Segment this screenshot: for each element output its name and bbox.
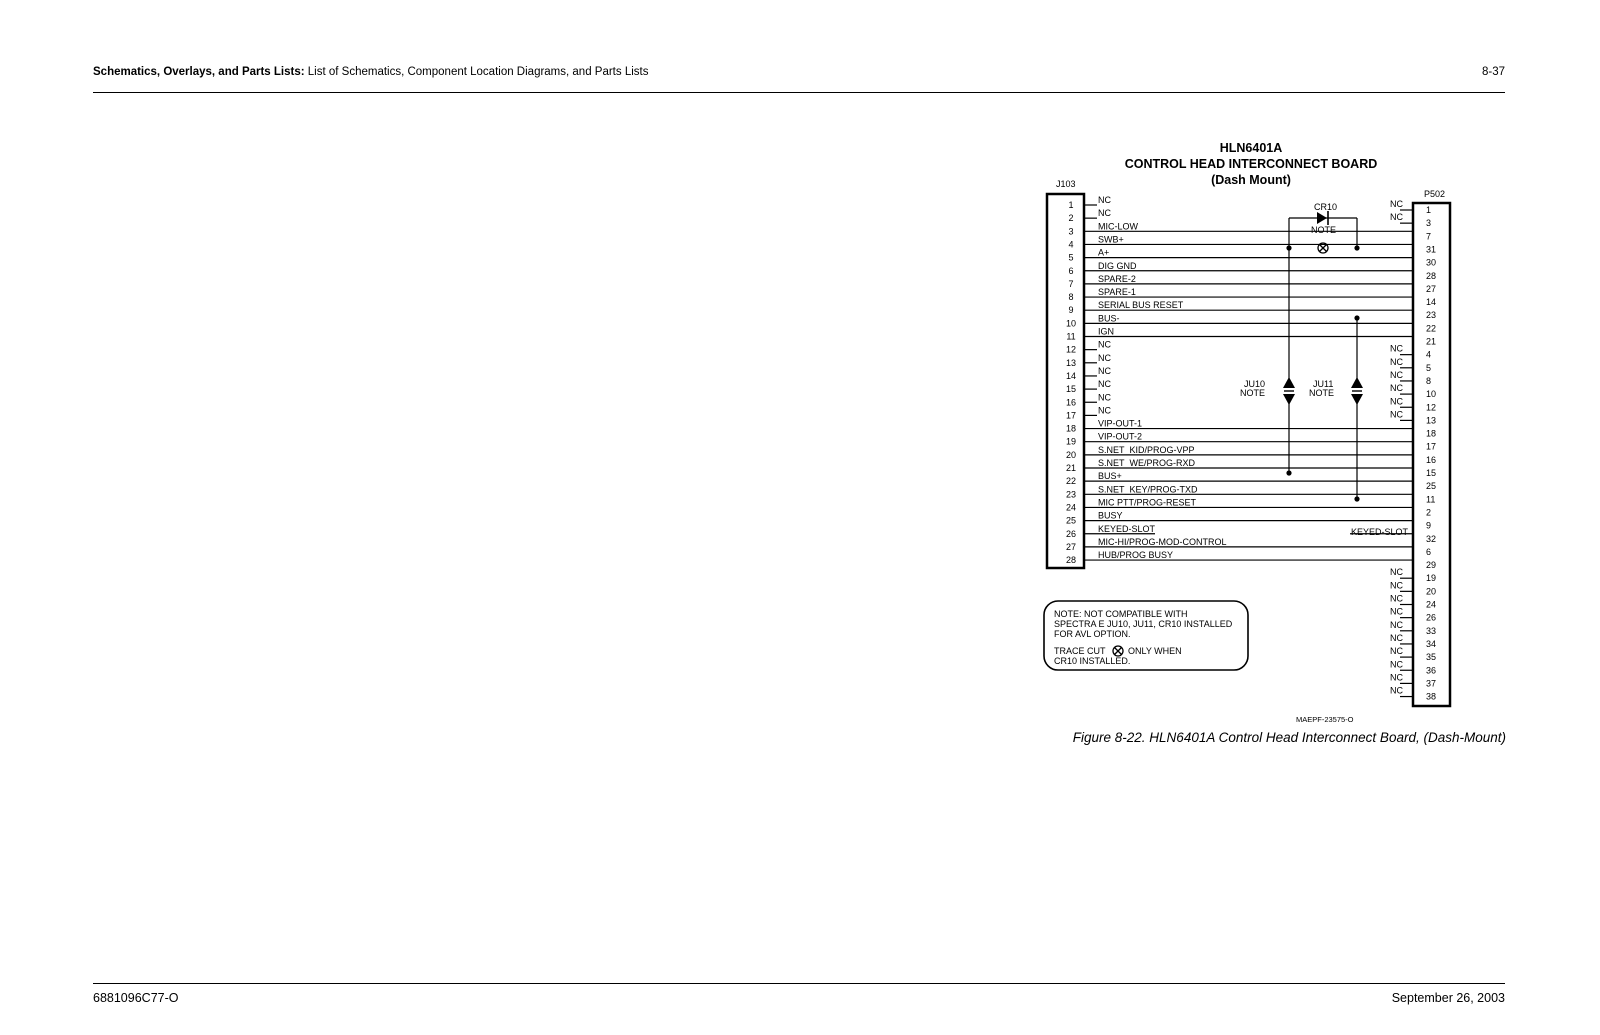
p502-nc-label: NC	[1390, 369, 1403, 380]
header-title-rest: List of Schematics, Component Location Diagrams, and Parts Lists	[307, 66, 649, 78]
document-number: 6881096C77-O	[93, 991, 179, 1005]
p502-nc-label: NC	[1390, 567, 1403, 578]
j103-signal-label: SERIAL BUS RESET	[1098, 300, 1184, 311]
j103-pin-number: 14	[1065, 370, 1077, 381]
j103-pin-number: 15	[1065, 384, 1077, 395]
j103-label: J103	[1056, 179, 1076, 189]
j103-signal-label: KEYED-SLOT	[1098, 523, 1156, 534]
j103-pin-number: 17	[1065, 410, 1077, 421]
p502-pin-number: 9	[1426, 520, 1432, 531]
note-line-4b: ONLY WHEN	[1128, 646, 1182, 656]
p502-pin-number: 38	[1426, 691, 1437, 702]
p502-nc-label: NC	[1390, 356, 1403, 367]
p502-pin-number: 25	[1426, 481, 1437, 492]
figure-caption: Figure 8-22. HLN6401A Control Head Interconnect Board, (Dash-Mount)	[1072, 730, 1506, 745]
j103-signal-label: MIC PTT/PROG-RESET	[1098, 497, 1197, 508]
p502-nc-label: NC	[1390, 396, 1403, 407]
p502-pin-number: 8	[1426, 375, 1432, 386]
j103-signal-label: HUB/PROG BUSY	[1098, 550, 1174, 561]
cr10-label: CR10	[1314, 202, 1338, 212]
j103-pin-number: 7	[1068, 278, 1074, 289]
note-line-1: NOTE: NOT COMPATIBLE WITH	[1054, 609, 1188, 619]
j103-pin-number: 3	[1068, 226, 1074, 237]
ju11-jumper	[1351, 318, 1363, 499]
j103-pin-number: 25	[1065, 515, 1077, 526]
p502-nc-label: NC	[1390, 632, 1403, 643]
figure-title-1: HLN6401A	[1219, 141, 1283, 155]
p502-pin-number: 16	[1426, 454, 1437, 465]
j103-signal-label: SWB+	[1098, 234, 1124, 245]
p502-pin-number: 10	[1426, 389, 1437, 400]
j103-signal-label: NC	[1098, 195, 1111, 205]
p502-pin-number: 28	[1426, 270, 1437, 281]
header-title-bold: Schematics, Overlays, and Parts Lists:	[93, 66, 305, 78]
drawing-id: MAEPF-23575-O	[1296, 715, 1354, 724]
p502-nc-label: NC	[1390, 383, 1403, 394]
j103-pin-number: 8	[1068, 292, 1074, 303]
p502-nc-label: NC	[1390, 606, 1403, 617]
j103-signal-label: S.NET_WE/PROG-RXD	[1098, 458, 1196, 468]
figure-title-3: (Dash Mount)	[1211, 173, 1291, 187]
j103-pin-number: 24	[1065, 502, 1077, 513]
j103-signal-label: MIC-LOW	[1098, 221, 1138, 232]
j103-signal-label: BUSY	[1098, 510, 1123, 521]
j103-pin-number: 6	[1068, 265, 1074, 276]
p502-pin-number: 19	[1426, 573, 1437, 584]
note-line-2: SPECTRA E JU10, JU11, CR10 INSTALLED	[1054, 619, 1233, 629]
junction-dot	[1354, 315, 1359, 320]
p502-pin-number: 1	[1426, 205, 1432, 215]
p502-pin-number: 3	[1426, 218, 1432, 229]
trace-cut-symbol	[1113, 646, 1123, 656]
j103-pin-number: 19	[1065, 436, 1077, 447]
j103-signal-label: VIP-OUT-1	[1098, 418, 1143, 429]
p502-nc-label: NC	[1390, 580, 1403, 591]
j103-pin-number: 10	[1065, 318, 1077, 329]
j103-signal-label: NC	[1098, 379, 1111, 390]
j103-pin-number: 13	[1065, 357, 1077, 368]
j103-signal-label: MIC-HI/PROG-MOD-CONTROL	[1098, 536, 1227, 547]
ju11-label: JU11	[1313, 379, 1334, 389]
j103-signal-label: NC	[1098, 352, 1111, 363]
j103-pin-number: 20	[1065, 449, 1077, 460]
p502-pin-number: 26	[1426, 612, 1437, 623]
junction-dot	[1354, 245, 1359, 250]
note-line-3: FOR AVL OPTION.	[1054, 629, 1131, 639]
page-number: 8-37	[1481, 66, 1505, 78]
figure-title-2: CONTROL HEAD INTERCONNECT BOARD	[1124, 157, 1378, 171]
p502-pin-number: 18	[1426, 428, 1437, 439]
p502-pin-number: 27	[1426, 283, 1437, 294]
p502-nc-label: NC	[1390, 672, 1403, 683]
j103-pin-number: 26	[1065, 528, 1077, 539]
p502-pin-number: 31	[1426, 244, 1437, 255]
p502-pin-number: 11	[1426, 494, 1436, 505]
note-line-4a: TRACE CUT	[1054, 646, 1106, 656]
p502-pin-number: 22	[1426, 323, 1437, 334]
p502-pin-number: 24	[1426, 599, 1437, 610]
p502-nc-label: NC	[1390, 659, 1403, 670]
p502-pin-number: 35	[1426, 652, 1437, 663]
p502-nc-label: NC	[1390, 212, 1403, 223]
keyed-slot-right-label: KEYED-SLOT	[1351, 527, 1409, 537]
j103-signal-label: SPARE-1	[1098, 287, 1136, 298]
p502-pin-number: 5	[1426, 362, 1432, 373]
p502-pin-number: 37	[1426, 678, 1437, 689]
cr10-note: NOTE	[1311, 225, 1337, 235]
p502-pin-number: 23	[1426, 310, 1437, 321]
j103-signal-label: NC	[1098, 365, 1111, 376]
ju10-label: JU10	[1244, 379, 1266, 389]
p502-pin-number: 6	[1426, 546, 1432, 557]
j103-signal-label: A+	[1098, 247, 1110, 258]
j103-signal-label: VIP-OUT-2	[1098, 431, 1143, 442]
note-line-5: CR10 INSTALLED.	[1054, 656, 1131, 666]
footer-date: September 26, 2003	[1391, 991, 1505, 1005]
j103-signal-label: NC	[1098, 405, 1111, 416]
p502-pin-number: 17	[1426, 441, 1437, 452]
j103-pin-number: 5	[1068, 252, 1074, 263]
p502-pin-number: 21	[1426, 336, 1437, 347]
p502-pin-number: 15	[1426, 468, 1437, 478]
j103-pin-number: 22	[1065, 476, 1077, 487]
junction-dot	[1286, 470, 1291, 475]
p502-pin-number: 33	[1426, 625, 1437, 636]
p502-pin-number: 4	[1426, 349, 1432, 360]
j103-signal-label: S.NET_KID/PROG-VPP	[1098, 444, 1195, 455]
j103-signal-label: SPARE-2	[1098, 273, 1136, 284]
p502-nc-label: NC	[1390, 593, 1403, 604]
j103-pin-number: 27	[1065, 541, 1077, 552]
j103-signal-label: BUS+	[1098, 471, 1122, 482]
j103-pin-number: 16	[1065, 397, 1077, 408]
j103-pin-number: 28	[1065, 555, 1077, 566]
j103-signal-label: NC	[1098, 392, 1111, 403]
j103-pin-number: 2	[1068, 213, 1074, 224]
p502-pin-number: 34	[1426, 638, 1437, 649]
p502-pin-number: 32	[1426, 533, 1437, 544]
p502-nc-label: NC	[1390, 343, 1403, 354]
p502-pin-number: 29	[1426, 560, 1437, 571]
ju11-note: NOTE	[1309, 388, 1335, 398]
page-footer	[93, 991, 1505, 1005]
j103-pin-number: 4	[1068, 239, 1074, 250]
ju10-jumper	[1283, 248, 1295, 473]
j103-pin-number: 18	[1065, 423, 1077, 434]
junction-dot	[1354, 496, 1359, 501]
p502-pin-number: 7	[1426, 231, 1432, 242]
p502-nc-label: NC	[1390, 409, 1403, 420]
j103-signal-label: S.NET_KEY/PROG-TXD	[1098, 484, 1198, 495]
j103-signal-label: DIG GND	[1098, 260, 1137, 271]
j103-pin-number: 9	[1068, 305, 1074, 316]
j103-pin-number: 21	[1065, 463, 1077, 473]
j103-signal-label: NC	[1098, 208, 1111, 219]
ju10-note: NOTE	[1240, 388, 1266, 398]
j103-signal-label: BUS-	[1098, 313, 1120, 324]
j103-signal-label: NC	[1098, 339, 1111, 350]
j103-pin-number: 23	[1065, 489, 1077, 500]
p502-nc-label: NC	[1390, 646, 1403, 657]
p502-pin-number: 20	[1426, 586, 1437, 597]
p502-pin-number: 14	[1426, 297, 1437, 308]
p502-pin-number: 2	[1426, 507, 1432, 518]
p502-nc-label: NC	[1390, 199, 1403, 209]
footer-rule	[93, 983, 1505, 984]
p502-pin-number: 13	[1426, 415, 1437, 426]
p502-label: P502	[1424, 189, 1446, 199]
p502-pin-number: 12	[1426, 402, 1437, 413]
j103-pin-number: 11	[1066, 331, 1076, 342]
p502-nc-label: NC	[1390, 685, 1403, 696]
j103-pin-number: 12	[1065, 344, 1077, 355]
j103-pin-number: 1	[1068, 200, 1074, 210]
p502-pin-number: 36	[1426, 665, 1437, 676]
p502-nc-label: NC	[1390, 619, 1403, 630]
p502-pin-number: 30	[1426, 257, 1437, 268]
j103-signal-label: IGN	[1098, 326, 1115, 337]
